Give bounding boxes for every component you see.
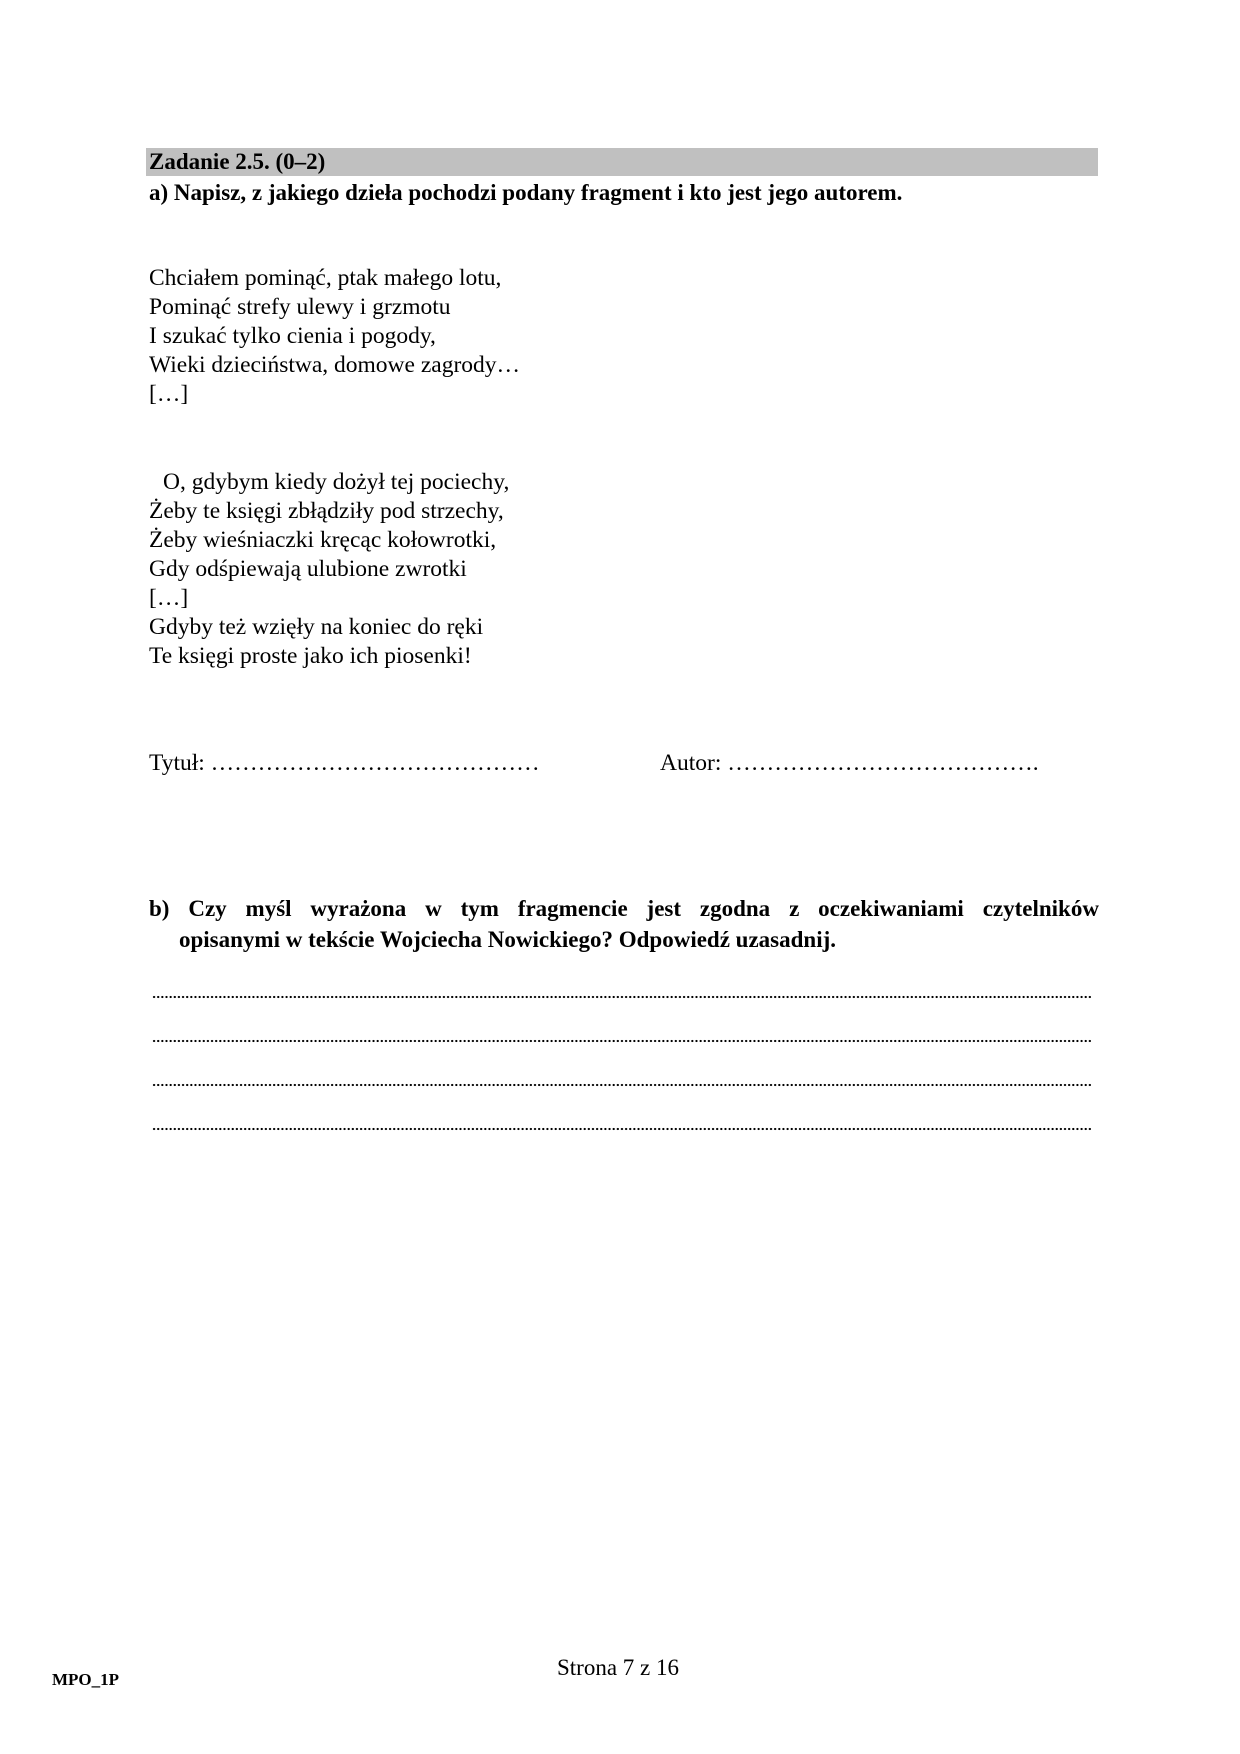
task-title: Zadanie 2.5. (0–2) [149, 149, 326, 174]
instruction-word: myśl [245, 896, 292, 921]
answer-line-2[interactable] [152, 1039, 1092, 1043]
answer-line-4[interactable] [152, 1127, 1092, 1131]
page-number: Strona 7 z 16 [557, 1655, 680, 1680]
poem-line: Te księgi proste jako ich piosenki! [149, 643, 472, 669]
poem-line: Chciałem pominąć, ptak małego lotu, [149, 265, 502, 291]
instruction-word: jest [646, 896, 682, 921]
instruction-b-line-1 [149, 893, 1099, 924]
answer-line-1[interactable] [152, 995, 1092, 999]
instruction-word: z [789, 896, 800, 921]
exam-code: MPO_1P [52, 1670, 120, 1689]
instruction-word: wyrażona [310, 896, 407, 921]
instruction-b-prefix: b) [149, 896, 170, 921]
poem-line: Żeby wieśniaczki kręcąc kołowrotki, [149, 527, 497, 553]
author-label: Autor: …………………………………. [660, 750, 1039, 776]
instruction-word: fragmencie [517, 896, 628, 921]
instruction-word: Czy [188, 896, 227, 921]
poem-stanza-2 [149, 468, 509, 671]
poem-line: Gdy odśpiewają ulubione zwrotki [149, 556, 467, 582]
poem-ellipsis: […] [149, 585, 189, 611]
poem-line: Wieki dzieciństwa, domowe zagrody… [149, 352, 521, 378]
instruction-word: w [425, 896, 442, 921]
instruction-word: oczekiwaniami [818, 896, 964, 921]
instruction-word: czytelników [982, 896, 1099, 921]
poem-line: Żeby te księgi zbłądziły pod strzechy, [149, 498, 504, 524]
title-label: Tytuł: …………………………………… [149, 750, 540, 776]
poem-line: Pominąć strefy ulewy i grzmotu [149, 294, 451, 320]
instruction-b [149, 893, 1099, 955]
answer-line-3[interactable] [152, 1083, 1092, 1087]
title-answer-field[interactable] [149, 748, 540, 778]
instruction-a: a) Napisz, z jakiego dzieła pochodzi podany fragment i kto jest jego autorem. [149, 180, 903, 205]
poem-ellipsis: […] [149, 381, 189, 407]
poem-line: Gdyby też wzięły na koniec do ręki [149, 614, 484, 640]
instruction-word: zgodna [699, 896, 771, 921]
poem-stanza-1 [149, 264, 520, 409]
instruction-b-line-2: opisanymi w tekście Wojciecha Nowickiego? Odpowiedź uzasadnij. [179, 927, 837, 952]
instruction-word: tym [460, 896, 499, 921]
poem-line: O, gdybym kiedy dożył tej pociechy, [163, 469, 510, 495]
author-answer-field[interactable] [660, 748, 1039, 778]
poem-line: I szukać tylko cienia i pogody, [149, 323, 436, 349]
